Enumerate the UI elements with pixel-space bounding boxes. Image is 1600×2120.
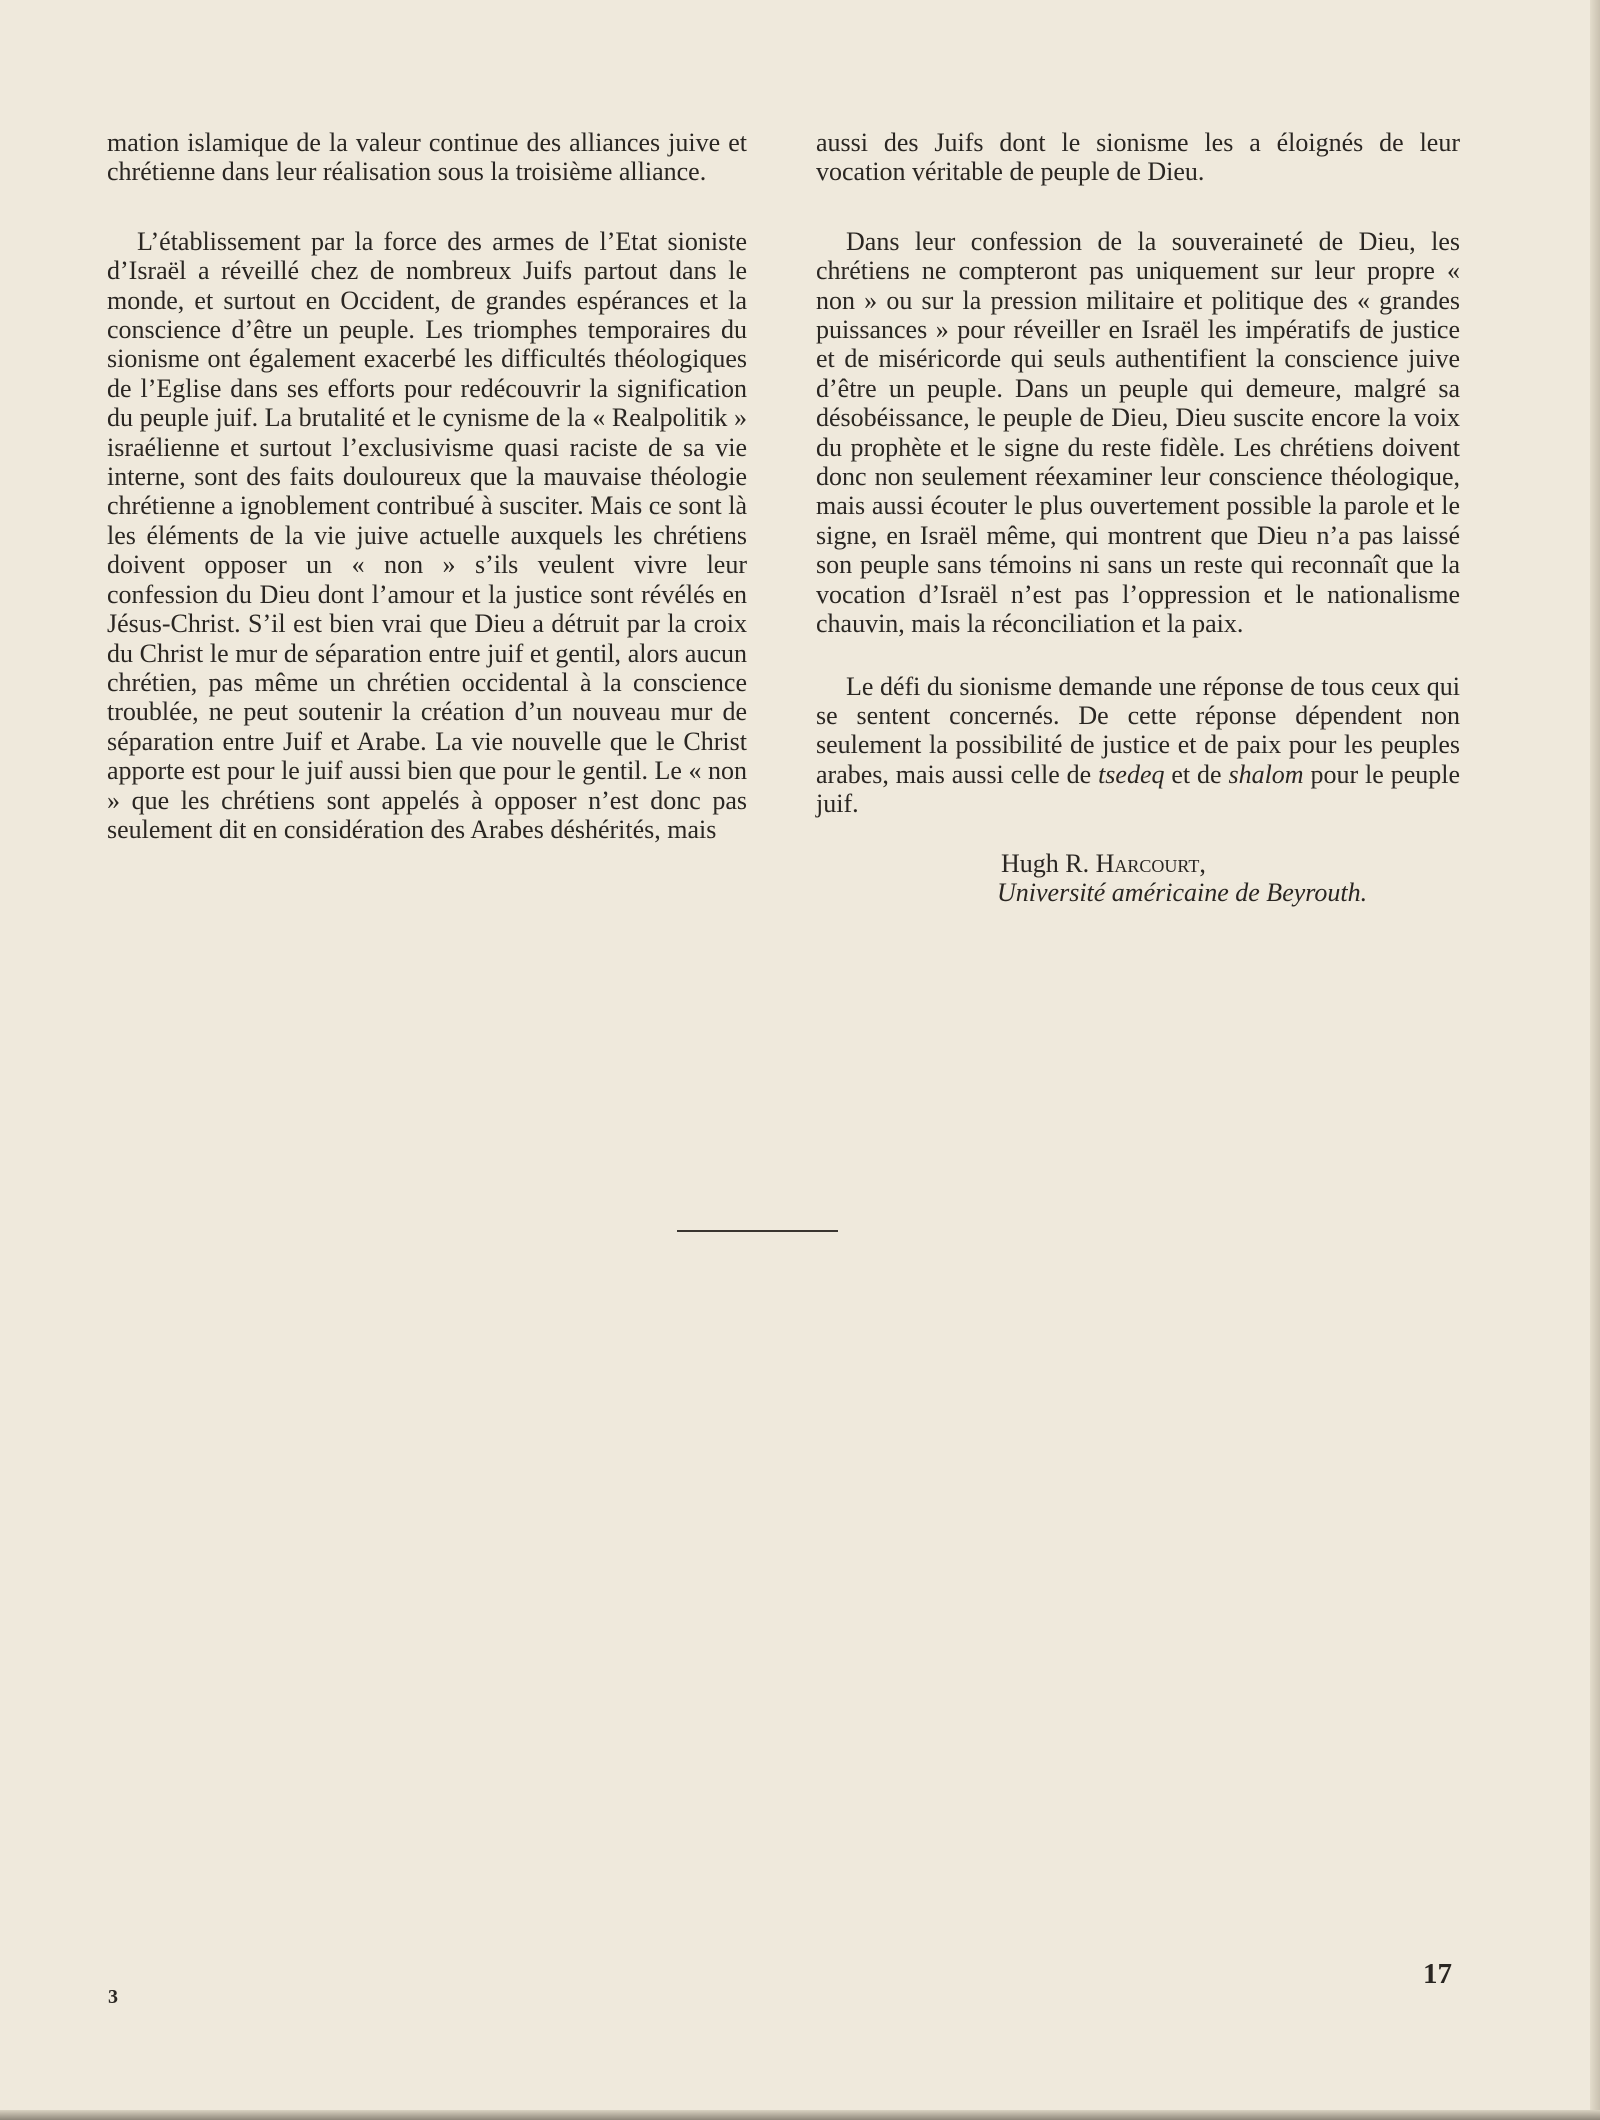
challenge-text-1: Le défi du sionisme demande une réponse de tous ceux qui se sentent concernés. De cette réponse dépendent non seulement la possibilité de justice et de paix pour les peuples arabes, mais aussi celle de [816,671,1460,789]
author-surname: Harcourt, [1095,848,1206,878]
right-column [816,128,1460,907]
author-name-prefix: Hugh R. [1001,848,1096,878]
author-affiliation: Université américaine de Beyrouth. [997,877,1368,907]
signature-mark: 3 [108,1986,118,2008]
challenge-text-2: et de [1164,759,1229,789]
author-name [1001,849,1460,878]
page-edge-right [1590,0,1600,2120]
paragraph-challenge [816,672,1460,819]
paragraph-continuation: mation islamique de la valeur continue des alliances juive et chrétienne dans leur réalisation sous la troisième alliance. [107,128,747,187]
paragraph-zionist-state: L’établissement par la force des armes de l’Etat sioniste d’Israël a réveillé chez de nombreux Juifs partout dans le monde, et surtout en Occident, de grandes espérances et la conscience d’être un peuple. Les triomphes temporaires du sionisme ont également exacerbé les difficultés théologiques de l’Eglise dans ses efforts pour redécouvrir la signification du peuple juif. La brutalité et le cynisme de la « Realpolitik » israélienne et surtout l’exclusivisme quasi raciste de sa vie interne, sont des faits douloureux que la mauvaise théologie chrétienne a ignoblement contribué à susciter. Mais ce sont là les éléments de la vie juive actuelle auxquels les chrétiens doivent opposer un « non » s’ils veulent vivre leur confession du Dieu dont l’amour et la justice sont révélés en Jésus-Christ. S’il est bien vrai que Dieu a détruit par la croix du Christ le mur de séparation entre juif et gentil, alors aucun chrétien, pas même un chrétien occidental à la conscience troublée, ne peut soutenir la création d’un nouveau mur de séparation entre Juif et Arabe. La vie nouvelle que le Christ apporte est pour le juif aussi bien que pour le gentil. Le « non » que les chrétiens sont appelés à opposer n’est donc pas seulement dit en considération des Arabes déshérités, mais [107,226,747,844]
page-number: 17 [1423,1958,1452,1990]
term-tsedeq: tsedeq [1098,759,1165,789]
challenge-text-3: pour le peuple juif. [816,759,1460,819]
left-column [107,128,747,844]
paragraph-sovereignty: Dans leur confession de la souveraineté de Dieu, les chrétiens ne compteront pas uniquement sur leur propre « non » ou sur la pression militaire et politique des « grandes puissances » pour réveiller en Israël les impératifs de justice et de miséricorde qui seuls authentifient la conscience juive d’être un peuple. Dans un peuple qui demeure, malgré sa désobéissance, le peuple de Dieu, Dieu suscite encore la voix du prophète et le signe du reste fidèle. Les chrétiens doivent donc non seulement réexaminer leur conscience théologique, mais aussi écouter le plus ouvertement possible la parole et le signe, en Israël même, qui montrent que Dieu n’a pas laissé son peuple sans témoins ni sans un reste qui reconnaît que la vocation d’Israël n’est pas l’oppression et le nationalisme chauvin, mais la réconciliation et la paix. [816,226,1460,639]
page-edge-bottom [0,2110,1600,2120]
paragraph-continuation-right: aussi des Juifs dont le sionisme les a éloignés de leur vocation véritable de peuple de Dieu. [816,128,1460,187]
term-shalom: shalom [1228,759,1304,789]
section-separator-line [677,1230,838,1232]
